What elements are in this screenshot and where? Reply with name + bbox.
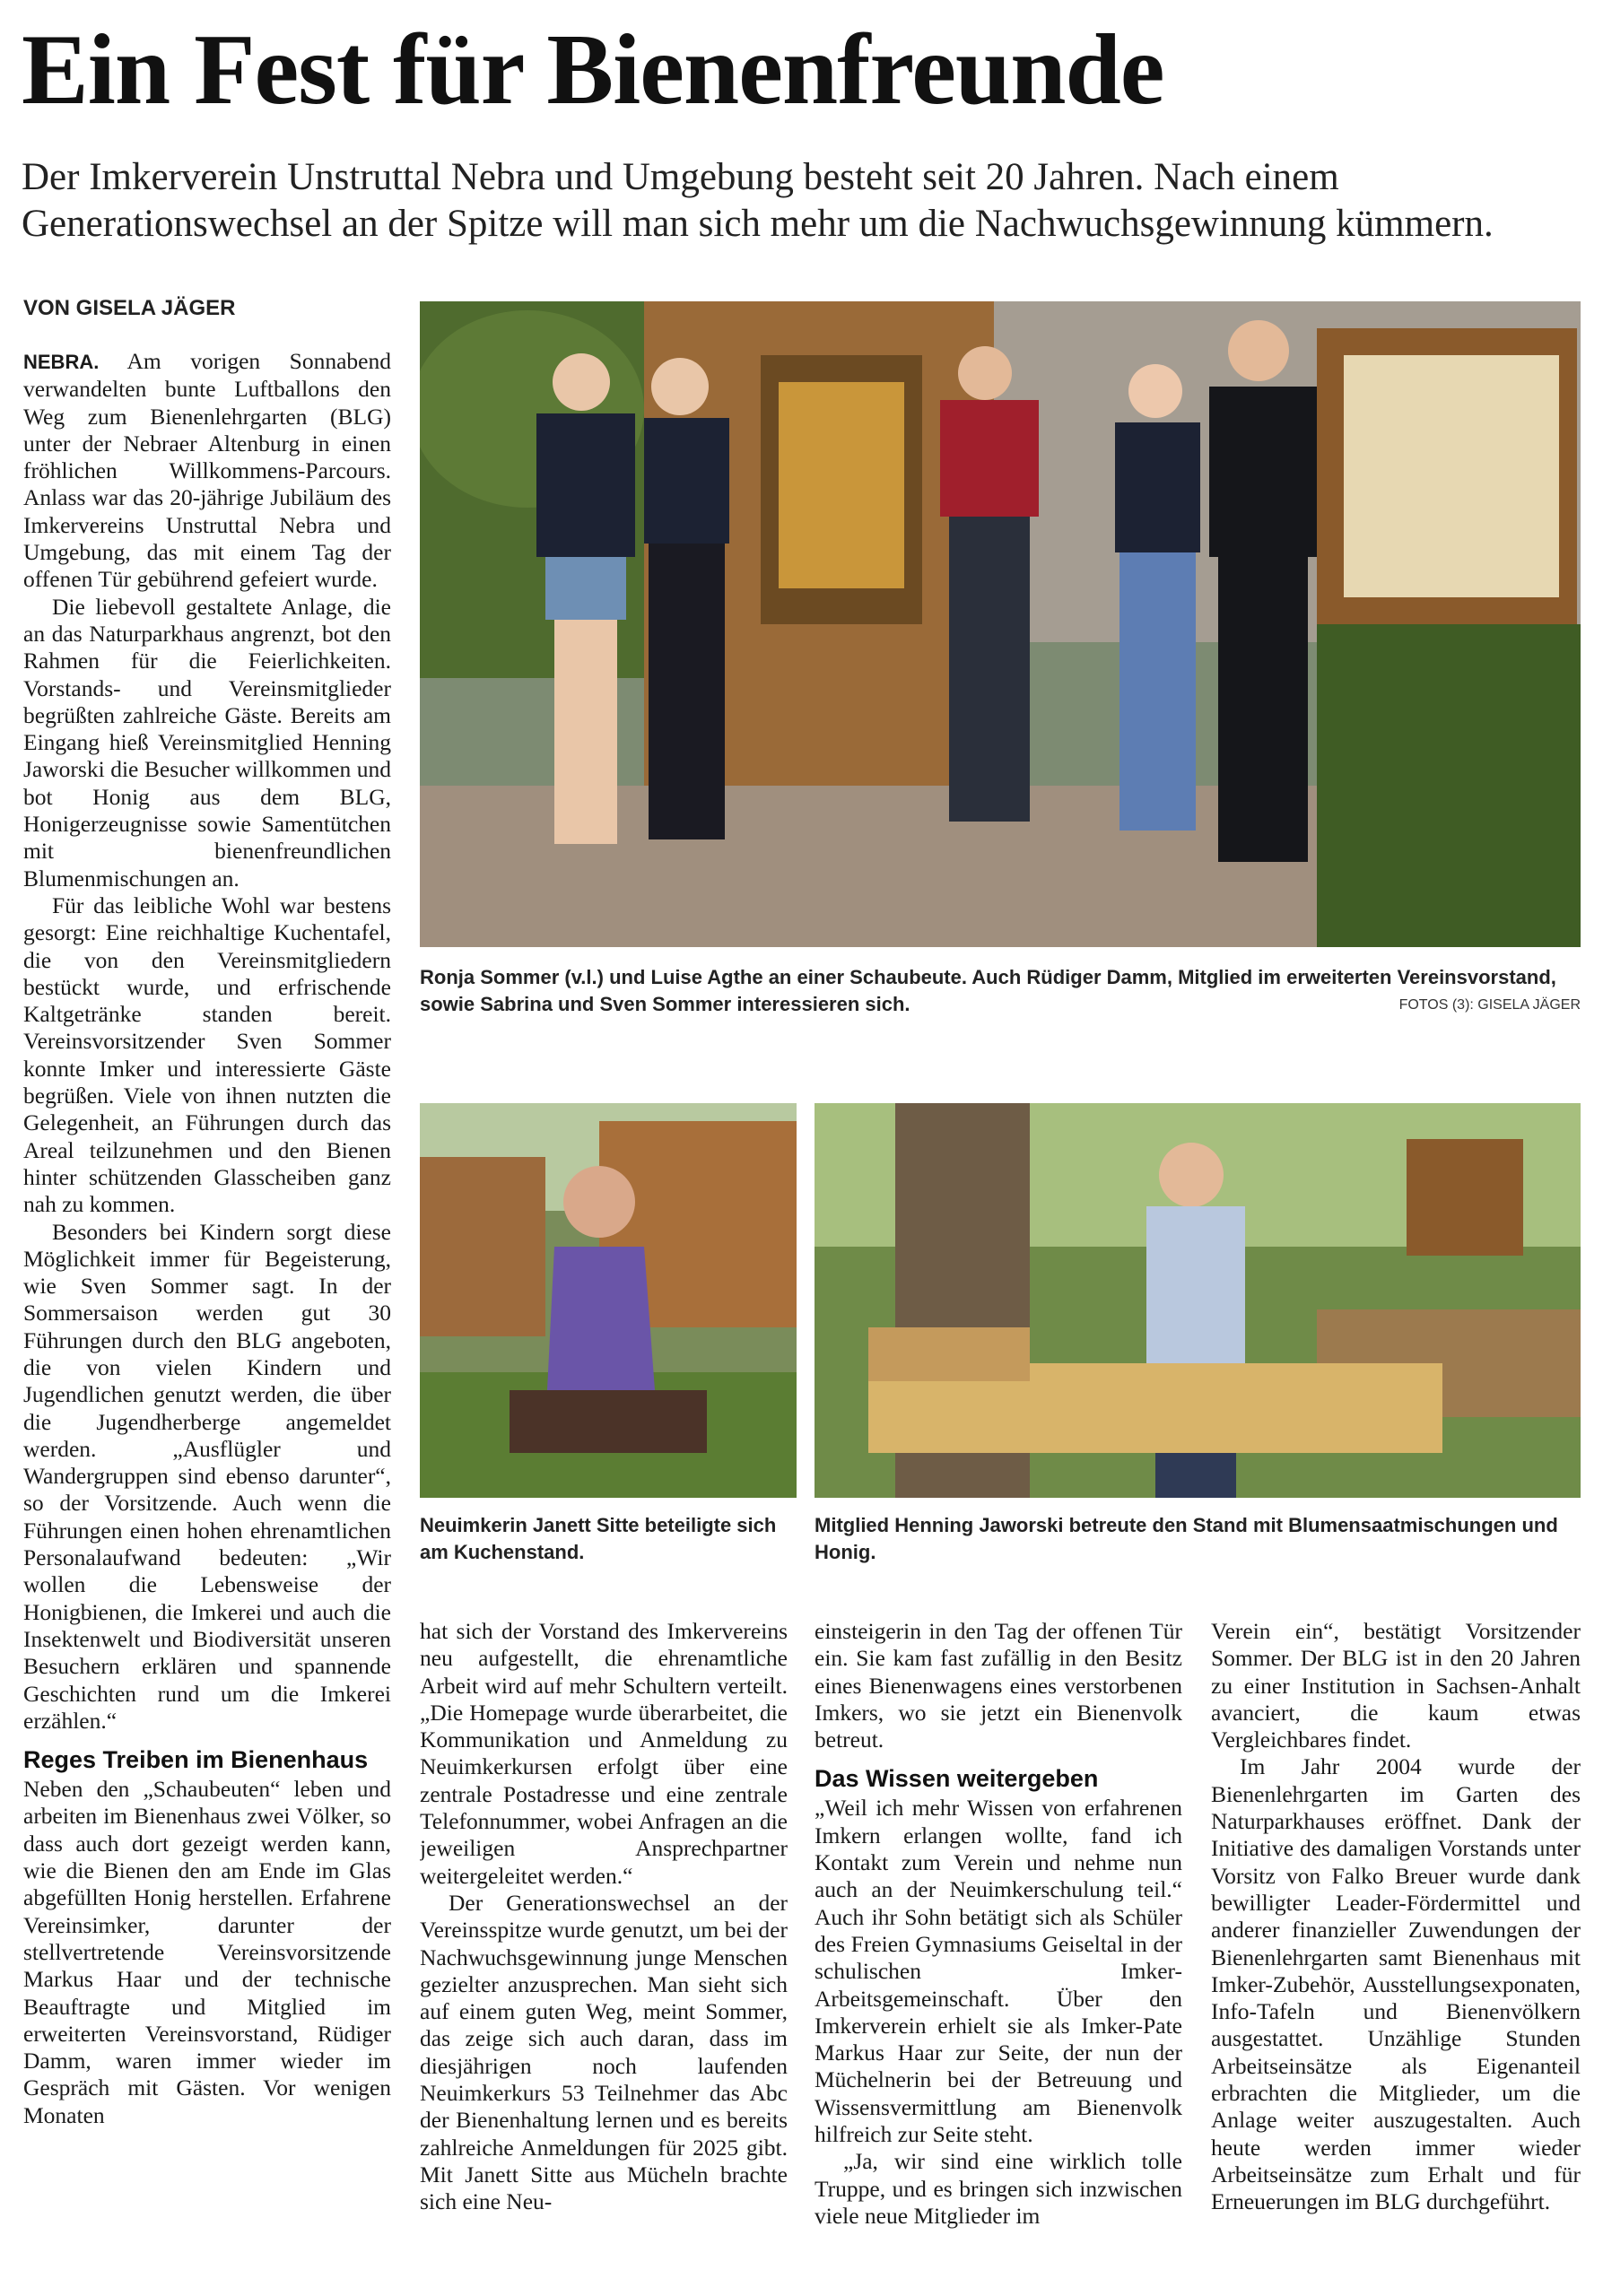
paragraph: Verein ein“, bestätigt Vorsitzender Sommer. Der BLG ist in den 20 Jahren zu einer Institution in Sachsen-Anhalt avanciert, die kaum etwas Vergleichbares findet. <box>1211 1618 1581 1753</box>
main-photo-illustration <box>420 301 1581 947</box>
paragraph: Neben den „Schaubeuten“ leben und arbeiten im Bienenhaus zwei Völker, so dass auch dort gezeigt werden kann, wie die Bienen den am Ende im Glas abgefüllten Honig herstellen. Erfahrene Vereinsimker, darunter der stellvertretende Vereinsvorsitzende Markus Haar und der technische Beauftragte und Mitglied im erweiterten Vereinsvorstand, Rüdiger Damm, waren immer wieder im Gespräch mit Gästen. Vor wenigen Monaten <box>23 1776 391 2128</box>
lead-paragraph: Der Imkerverein Unstruttal Nebra und Umgebung besteht seit 20 Jahren. Nach einem Generationswechsel an der Spitze will man sich mehr um die Nachwuchsgewinnung kümmern. <box>22 156 1494 245</box>
subheading: Reges Treiben im Bienenhaus <box>23 1746 369 1774</box>
photo-credit: FOTOS (3): GISELA JÄGER <box>1398 997 1581 1013</box>
paragraph: Im Jahr 2004 wurde der Bienenlehrgarten im Garten des Naturparkhauses eröffnet. Dank der Initiative des damaligen Vorstands unter Vorsitz von Falko Breuer wurde dank bewilligter Leader-Fördermittel und anderer finanzieller Zuwendungen der Bienenlehrgarten samt Bienenhaus mit Imker-Zubehör, Ausstellungsexponaten, Info-Tafeln und Bienenvölkern ausgestattet. Unzählige Stunden Arbeitseinsätze als Eigenanteil erbrachten die Mitglieder, um die Anlage weiter auszugestalten. Auch heute werden immer wieder Arbeitseinsätze zum Erhalt und für Erneuerungen im BLG durchgeführt. <box>1211 1753 1581 2215</box>
paragraph <box>23 348 391 594</box>
headline: Ein Fest für Bienenfreunde <box>22 14 1164 126</box>
paragraph: hat sich der Vorstand des Imkervereins neu aufgestellt, die ehrenamtliche Arbeit wird auf mehr Schultern verteilt. „Die Homepage wurde überarbeitet, die Kommunikation und Anmeldung zu Neuimkerkursen erfolgt über eine zentrale Postadresse und eine zentrale Telefonnummer, wobei Anfragen an die jeweiligen Ansprechpartner weitergeleitet werden.“ <box>420 1618 788 1889</box>
main-photo-caption: Ronja Sommer (v.l.) und Luise Agthe an einer Schaubeute. Auch Rüdiger Damm, Mitglied im erweiterten Vereinsvorstand, sowie Sabrina und Sven Sommer interessieren sich. <box>420 966 1556 1015</box>
article-column-1 <box>23 348 391 2285</box>
paragraph: einsteigerin in den Tag der offenen Tür ein. Sie kam fast zufällig in den Besitz eines Bienenwagens eines verstorbenen Imkers, wo sie jetzt ein Bienenvolk betreut. <box>815 1618 1182 1753</box>
kuchenstand-caption: Neuimkerin Janett Sitte beteiligte sich am Kuchenstand. <box>420 1514 777 1563</box>
paragraph-text: Am vorigen Sonnabend verwandelten bunte Luftballons den Weg zum Bienenlehrgarten (BLG) unter der Nebraer Altenburg in einen fröhlichen Willkommens-Parcours. Anlass war das 20-jährige Jubiläum des Imkervereins Unstruttal Nebra und Umgebung, das mit einem Tag der offenen Tür gebührend gefeiert wurde. <box>23 348 391 593</box>
kuchenstand-illustration <box>420 1103 797 1498</box>
article-column-3 <box>815 1618 1182 2291</box>
kuchenstand-photo <box>420 1103 797 1498</box>
paragraph: Die liebevoll gestaltete Anlage, die an das Naturparkhaus angrenzt, bot den Rahmen für die Feierlichkeiten. Vorstands- und Vereinsmitglieder begrüßten zahlreiche Gäste. Bereits am Eingang hieß Vereinsmitglied Henning Jaworski die Besucher willkommen und bot Honig aus dem BLG, Honigerzeugnisse sowie Samentütchen mit bienenfreundlichen Blumenmischungen an. <box>23 593 391 891</box>
paragraph: Für das leibliche Wohl war bestens gesorgt: Eine reichhaltige Kuchentafel, die von den Vereinsmitgliedern bestückt wurde, und erfrischende Kaltgetränke standen bereit. Vereinsvorsitzender Sven Sommer konnte Imker und interessierte Gäste begrüßen. Viele von ihnen nutzten die Gelegenheit, an Führungen durch das Areal teilzunehmen und den Bienen hinter schützenden Glasscheiben ganz nah zu kommen. <box>23 891 391 1218</box>
paragraph: Besonders bei Kindern sorgt diese Möglichkeit immer für Begeisterung, wie Sven Sommer sagt. In der Sommersaison werden gut 30 Führungen durch den BLG angeboten, die von vielen Kindern und Jugendlichen genutzt werden, die über die Jugendherberge angemeldet werden. „Ausflügler und Wandergruppen sind ebenso darunter“, so der Vorsitzende. Auch wenn die Führungen einen hohen ehrenamtlichen Personalaufwand bedeuten: „Wir wollen die Lebensweise der Honigbienen, die Imkerei und auch die Insektenwelt und Biodiversität unseren Besuchern erklären und spannende Geschichten rund um die Imkerei erzählen.“ <box>23 1218 391 1734</box>
paragraph: „Ja, wir sind eine wirklich tolle Truppe, und es bringen sich inzwischen viele neue Mitglieder im <box>815 2148 1182 2229</box>
paragraph: „Weil ich mehr Wissen von erfahrenen Imkern erlangen wollte, fand ich Kontakt zum Verein und nehme nun auch an der Neuimkerschulung teil.“ Auch ihr Sohn betätigt sich als Schüler des Freien Gymnasiums Geiseltal in der schulischen Imker-Arbeitsgemeinschaft. Über den Imkerverein erhielt sie als Imker-Pate Markus Haar zur Seite, der nun der Müchelnerin bei der Betreuung und Wissensvermittlung am Bienenvolk hilfreich zur Seite steht. <box>815 1795 1182 2148</box>
stand-photo <box>815 1103 1581 1498</box>
paragraph: Der Generationswechsel an der Vereinsspitze wurde genutzt, um bei der Nachwuchsgewinnung junge Menschen gezielter anzusprechen. Man sieht sich auf einem guten Weg, meint Sommer, das zeige sich auch daran, dass im diesjährigen noch laufenden Neuimkerkurs 53 Teilnehmer das Abc der Bienenhaltung lernen und es bereits zahlreiche Anmeldungen für 2025 gibt. Mit Janett Sitte aus Mücheln brachte sich eine Neu- <box>420 1889 788 2215</box>
byline: VON GISELA JÄGER <box>23 296 236 320</box>
article-column-2 <box>420 1618 788 2291</box>
main-photo <box>420 301 1581 947</box>
subheading: Das Wissen weitergeben <box>815 1765 1099 1793</box>
stand-illustration <box>815 1103 1581 1498</box>
dateline: NEBRA. <box>23 351 100 373</box>
article-column-4 <box>1211 1618 1581 2291</box>
stand-caption: Mitglied Henning Jaworski betreute den Stand mit Blumensaatmischungen und Honig. <box>815 1514 1558 1563</box>
